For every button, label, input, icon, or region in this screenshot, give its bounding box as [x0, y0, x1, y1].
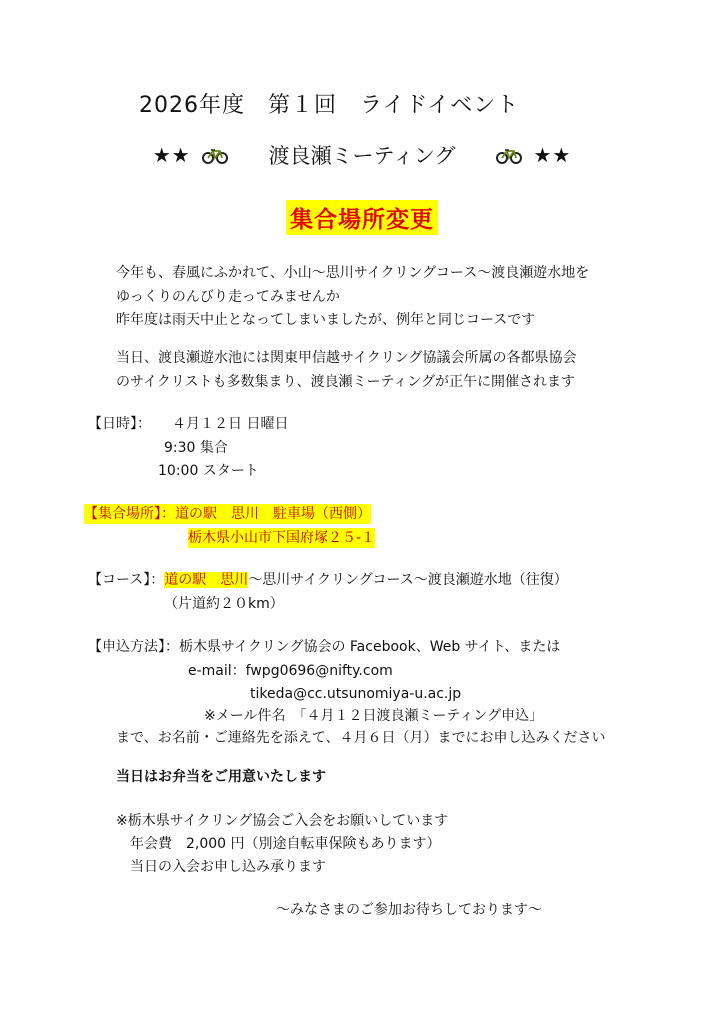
email-2[interactable]: tikeda@cc.utsunomiya-u.ac.jp	[250, 686, 462, 702]
course-label: 【コース】：	[88, 572, 165, 588]
email-label: e-mail：	[188, 663, 246, 679]
course-row	[88, 570, 568, 590]
apply-methods: 栃木県サイクリング協会の Facebook、Web サイト、または	[179, 639, 561, 655]
lunch-note: 当日はお弁当をご用意いたします	[116, 769, 326, 785]
event-title: 2026年度 第１回 ライドイベント	[139, 93, 520, 118]
datetime-label: 【日時】：	[88, 416, 151, 432]
email-row	[188, 661, 393, 681]
event-name-row	[0, 140, 724, 170]
notice-banner-wrap	[0, 200, 724, 235]
meeting-label: 【集合場所】：	[84, 506, 175, 522]
venue-change-notice: 集合場所変更	[286, 200, 438, 235]
course-distance: （片道約２０km）	[164, 596, 284, 612]
meeting-place: 道の駅 思川 駐車場（西側）	[175, 506, 371, 522]
email-1[interactable]: fwpg0696@nifty.com	[245, 663, 393, 679]
intro2-line-1: 当日、渡良瀬遊水池には関東甲信越サイクリング協議会所属の各都県協会	[116, 350, 577, 366]
event-name: 渡良瀬ミーティング	[268, 144, 456, 168]
intro-line-2: ゆっくりのんびり走ってみませんか	[116, 289, 340, 305]
apply-label: 【申込方法】：	[88, 639, 179, 655]
membership-sameday: 当日の入会お申し込み承ります	[130, 859, 326, 875]
membership-fee: 年会費 2,000 円（別途自転車保険もあります）	[130, 836, 441, 852]
stars-right: ★★	[533, 143, 572, 167]
meeting-address: 栃木県小山市下国府塚２５-１	[188, 530, 376, 546]
start-time: 10:00 スタート	[158, 463, 259, 479]
course-start: 道の駅 思川	[164, 572, 249, 588]
intro2-line-2: のサイクリストも多数集まり、渡良瀬ミーティングが正午に開催されます	[116, 374, 576, 390]
apply-row	[88, 637, 560, 657]
closing-message: ～みなさまのご参加お待ちしております～	[276, 902, 542, 918]
intro-line-3: 昨年度は雨天中止となってしまいましたが、例年と同じコースです	[116, 312, 536, 328]
email-subject: ※メール件名 「４月１２日渡良瀬ミーティング申込」	[204, 708, 544, 724]
course-route: ～思川サイクリングコース～渡良瀬遊水地（往復）	[248, 572, 568, 588]
apply-deadline: まで、お名前・ご連絡先を添えて、４月６日（月）までにお申し込みください	[116, 730, 606, 746]
bicycle-icon	[495, 146, 523, 164]
meeting-row	[84, 504, 371, 524]
gather-time: 9:30 集合	[164, 440, 228, 456]
event-date: ４月１２日 日曜日	[172, 416, 289, 432]
membership-line-1: ※栃木県サイクリング協会ご入会をお願いしています	[116, 813, 449, 829]
bicycle-icon	[201, 146, 229, 164]
intro-line-1: 今年も、春風にふかれて、小山～思川サイクリングコース～渡良瀬遊水地を	[116, 265, 590, 281]
stars-left: ★★	[152, 143, 191, 167]
